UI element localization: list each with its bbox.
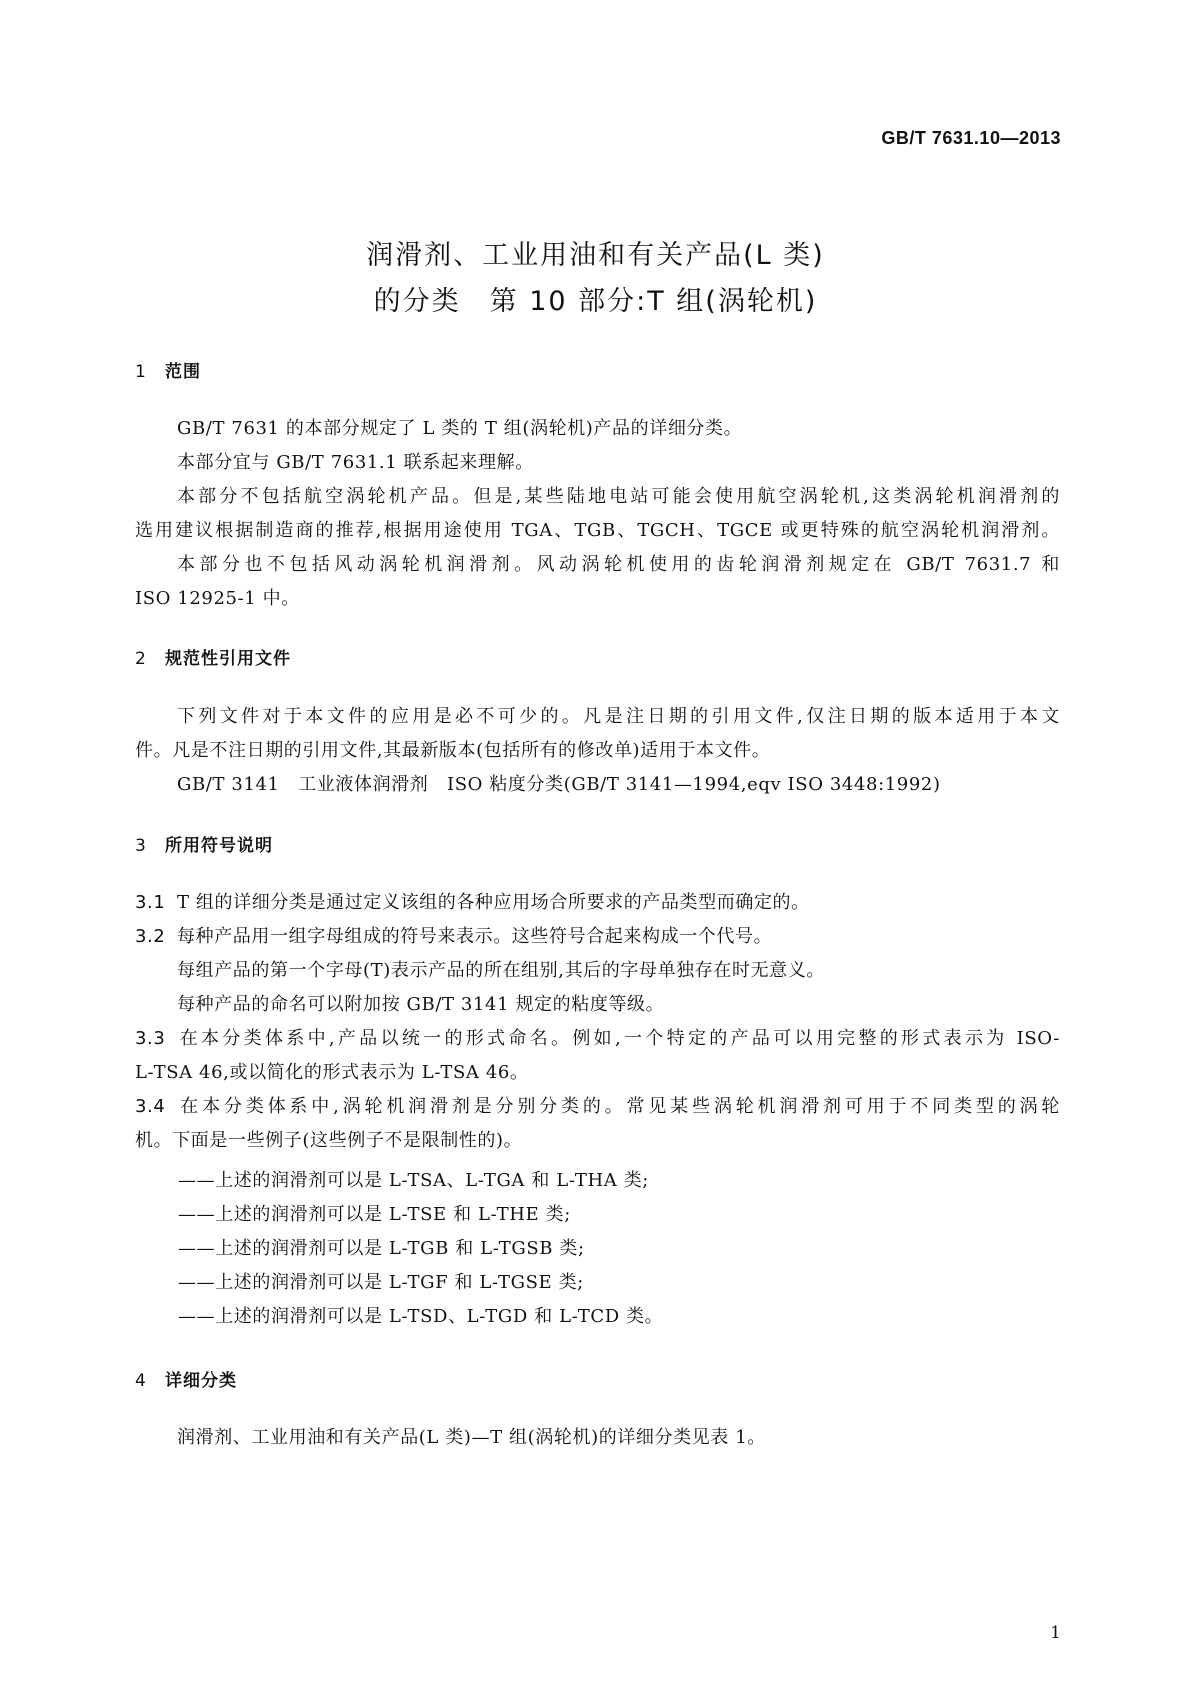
standard-code: GB/T 7631.10—2013 (881, 128, 1061, 148)
clause-3-3-line1 (135, 1022, 1060, 1056)
section-heading-4 (135, 1366, 237, 1391)
section-number: 3 (135, 836, 147, 856)
document-title-line1: 润滑剂、工业用油和有关产品(L 类) (366, 240, 825, 271)
section-number: 1 (135, 362, 147, 382)
classification-paragraph: 润滑剂、工业用油和有关产品(L 类)—T 组(涡轮机)的详细分类见表 1。 (177, 1427, 766, 1448)
page-number: 1 (1050, 1623, 1061, 1643)
references-paragraph-line1: 下列文件对于本文件的应用是必不可少的。凡是注日期的引用文件,仅注日期的版本适用于本文 (177, 706, 1060, 727)
clause-3-2-paragraph-2: 每组产品的第一个字母(T)表示产品的所在组别,其后的字母单独存在时无意义。 (177, 960, 825, 981)
scope-paragraph-2: 本部分宜与 GB/T 7631.1 联系起来理解。 (177, 452, 534, 473)
scope-paragraph-3-line1: 本部分不包括航空涡轮机产品。但是,某些陆地电站可能会使用航空涡轮机,这类涡轮机润滑剂的 (177, 486, 1060, 507)
clause-number: 3.2 (135, 926, 166, 947)
list-item: ——上述的润滑剂可以是 L-TSD、L-TGD 和 L-TCD 类。 (178, 1306, 664, 1327)
section-title: 所用符号说明 (165, 836, 273, 856)
section-title: 详细分类 (165, 1371, 237, 1391)
scope-paragraph-3-line2: 选用建议根据制造商的推荐,根据用途使用 TGA、TGB、TGCH、TGCE 或更特殊的航空涡轮机润滑剂。 (135, 520, 1060, 541)
clause-3-4-line2: 机。下面是一些例子(这些例子不是限制性的)。 (135, 1130, 523, 1151)
reference-item: GB/T 3141 工业液体润滑剂 ISO 粘度分类(GB/T 3141—1994,eqv ISO 3448:1992) (177, 774, 941, 795)
section-heading-2 (135, 644, 291, 669)
clause-text: 在本分类体系中,涡轮机润滑剂是分别分类的。常见某些涡轮机润滑剂可用于不同类型的涡轮 (177, 1096, 1060, 1117)
list-item: ——上述的润滑剂可以是 L-TGB 和 L-TGSB 类; (178, 1238, 585, 1259)
clause-text: 在本分类体系中,产品以统一的形式命名。例如,一个特定的产品可以用完整的形式表示为 ISO- (177, 1028, 1060, 1049)
list-item: ——上述的润滑剂可以是 L-TGF 和 L-TGSE 类; (178, 1272, 584, 1293)
list-item: ——上述的润滑剂可以是 L-TSE 和 L-THE 类; (178, 1204, 571, 1225)
section-number: 2 (135, 649, 147, 669)
scope-paragraph-4-line1: 本部分也不包括风动涡轮机润滑剂。风动涡轮机使用的齿轮润滑剂规定在 GB/T 7631.7 和 (177, 554, 1060, 575)
scope-paragraph-4-line2: ISO 12925-1 中。 (135, 588, 300, 609)
clause-number: 3.4 (135, 1096, 166, 1117)
clause-3-2 (135, 920, 1060, 954)
clause-text: T 组的详细分类是通过定义该组的各种应用场合所要求的产品类型而确定的。 (177, 892, 810, 913)
clause-text: 每种产品用一组字母组成的符号来表示。这些符号合起来构成一个代号。 (177, 926, 773, 947)
clause-number: 3.3 (135, 1028, 166, 1049)
scope-paragraph-1: GB/T 7631 的本部分规定了 L 类的 T 组(涡轮机)产品的详细分类。 (177, 418, 743, 439)
clause-3-2-paragraph-3: 每种产品的命名可以附加按 GB/T 3141 规定的粘度等级。 (177, 994, 665, 1015)
section-title: 范围 (165, 362, 201, 382)
section-number: 4 (135, 1371, 147, 1391)
references-paragraph-line2: 件。凡是不注日期的引用文件,其最新版本(包括所有的修改单)适用于本文件。 (135, 740, 771, 761)
clause-3-3-line2: L-TSA 46,或以简化的形式表示为 L-TSA 46。 (135, 1062, 529, 1083)
section-heading-1 (135, 357, 201, 382)
document-title-line2: 的分类 第 10 部分:T 组(涡轮机) (373, 286, 818, 317)
clause-3-1 (135, 886, 1060, 920)
section-title: 规范性引用文件 (165, 649, 291, 669)
section-heading-3 (135, 831, 273, 856)
list-item: ——上述的润滑剂可以是 L-TSA、L-TGA 和 L-THA 类; (178, 1170, 649, 1191)
clause-number: 3.1 (135, 892, 166, 913)
clause-3-4-line1 (135, 1090, 1060, 1124)
